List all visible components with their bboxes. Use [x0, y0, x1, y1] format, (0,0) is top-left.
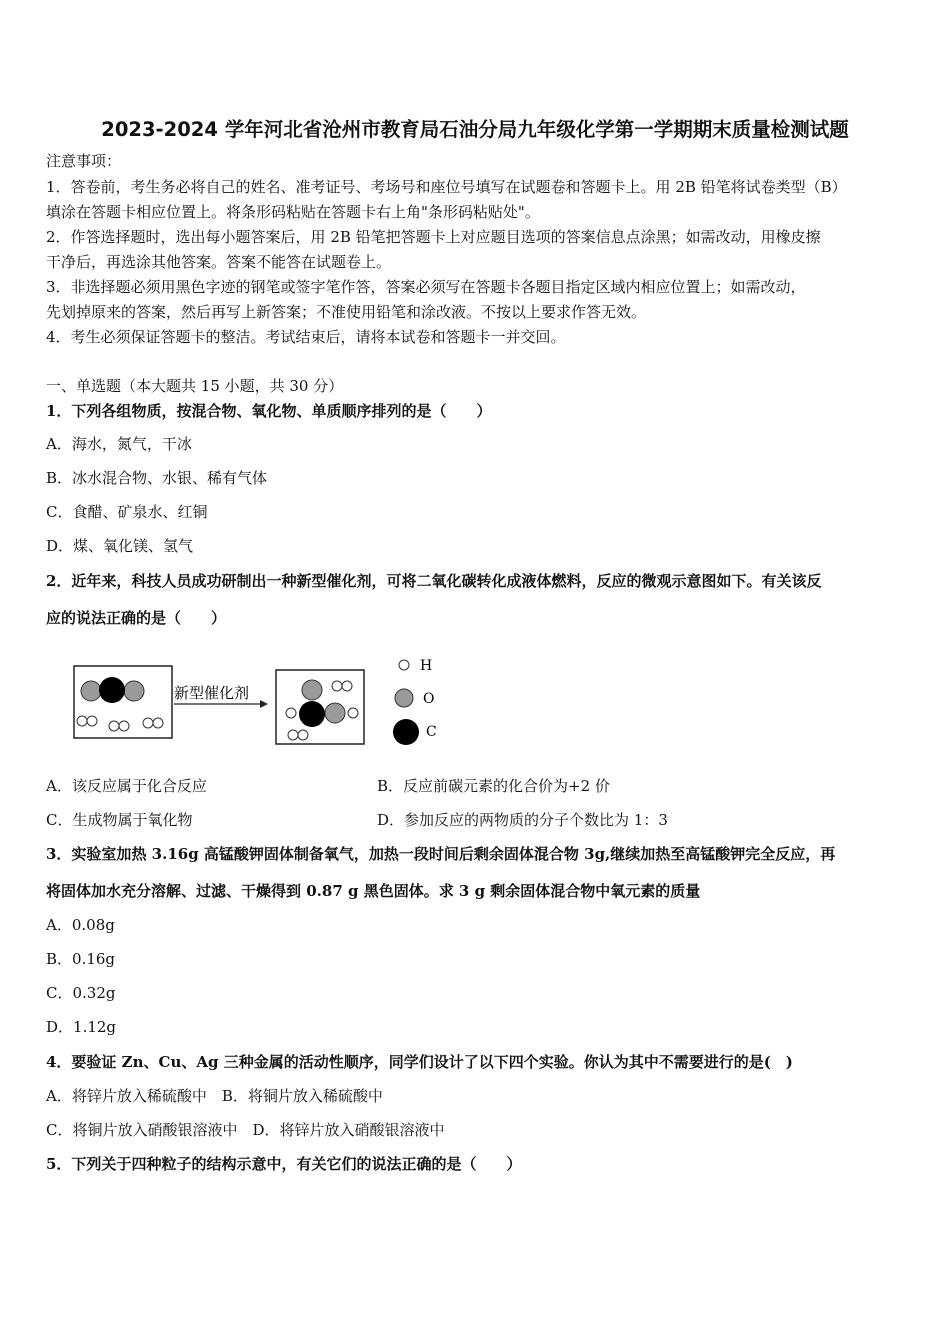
- h2-molecules: [77, 716, 163, 731]
- svg-text:O: O: [423, 691, 435, 707]
- notice-line: 3．非选择题必须用黑色字迹的钢笔或签字笔作答，答案必须写在答题卡各题目指定区域内相应位置上；如需改动，: [46, 278, 806, 296]
- notice-line: 2．作答选择题时，选出每小题答案后，用 2B 铅笔把答题卡上对应题目选项的答案信息点涂黑；如需改动，用橡皮擦: [46, 228, 821, 246]
- reaction-microscopic-diagram: [70, 650, 450, 750]
- question-3-stem-cont: 将固体加水充分溶解、过滤、干燥得到 0.87 g 黑色固体。求 3 g 剩余固体混合物中氧元素的质量: [46, 882, 701, 900]
- svg-text:H: H: [420, 658, 433, 674]
- q1-option-c: C．食醋、矿泉水、红铜: [46, 503, 208, 521]
- notice-line: 4．考生必须保证答题卡的整洁。考试结束后，请将本试卷和答题卡一并交回。: [46, 328, 566, 346]
- question-2-stem-cont: 应的说法正确的是（ ）: [46, 609, 227, 627]
- q3-option-a: A．0.08g: [46, 916, 115, 934]
- notice-line: 1．答卷前，考生务必将自己的姓名、准考证号、考场号和座位号填写在试题卷和答题卡上。用 2B 铅笔将试卷类型（B）: [46, 178, 847, 196]
- question-2-stem: 2．近年来，科技人员成功研制出一种新型催化剂，可将二氧化碳转化成液体燃料，反应的微观示意图如下。有关该反: [46, 572, 822, 590]
- q3-option-d: D．1.12g: [46, 1018, 117, 1036]
- q2-option-c: C．生成物属于氧化物: [46, 811, 193, 829]
- notice-line: 先划掉原来的答案，然后再写上新答案；不准使用铅笔和涂改液。不按以上要求作答无效。: [46, 303, 647, 321]
- co2-molecule: [81, 677, 144, 703]
- carbon-atom-icon: [393, 719, 419, 745]
- page-title: 2023-2024 学年河北省沧州市教育局石油分局九年级化学第一学期期末质量检测试题: [101, 118, 849, 141]
- q1-option-b: B．冰水混合物、水银、稀有气体: [46, 469, 268, 487]
- question-5-stem: 5．下列关于四种粒子的结构示意中，有关它们的说法正确的是（ ）: [46, 1155, 522, 1173]
- question-1-stem: 1．下列各组物质，按混合物、氧化物、单质顺序排列的是（ ）: [46, 402, 492, 420]
- svg-text:C: C: [426, 724, 437, 740]
- q2-option-d: D．参加反应的两物质的分子个数比为 1：3: [377, 811, 668, 829]
- q4-options-row-2: C．将铜片放入硝酸银溶液中 D．将锌片放入硝酸银溶液中: [46, 1121, 445, 1139]
- notice-heading: 注意事项：: [46, 152, 122, 170]
- q3-option-c: C．0.32g: [46, 984, 116, 1002]
- section-heading: 一、单选题（本大题共 15 小题，共 30 分）: [46, 377, 344, 395]
- q2-option-a: A．该反应属于化合反应: [46, 777, 207, 795]
- notice-line: 填涂在答题卡相应位置上。将条形码粘贴在答题卡右上角"条形码粘贴处"。: [46, 203, 540, 221]
- methanol-carbon-atom: [299, 701, 325, 727]
- question-4-stem: 4．要验证 Zn、Cu、Ag 三种金属的活动性顺序，同学们设计了以下四个实验。你认为其中不需要进行的是( ): [46, 1053, 793, 1071]
- q1-option-a: A．海水，氮气，干冰: [46, 435, 192, 453]
- oxygen-atom-icon: [395, 689, 413, 707]
- legend: [393, 658, 437, 745]
- notice-line: 干净后，再选涂其他答案。答案不能答在试题卷上。: [46, 253, 392, 271]
- q2-option-b: B．反应前碳元素的化合价为+2 价: [377, 777, 610, 795]
- q3-option-b: B．0.16g: [46, 950, 116, 968]
- hydrogen-atom-icon: [399, 660, 409, 670]
- catalyst-label: 新型催化剂: [174, 684, 250, 702]
- q1-option-d: D．煤、氧化镁、氢气: [46, 537, 194, 555]
- question-3-stem: 3．实验室加热 3.16g 高锰酸钾固体制备氧气，加热一段时间后剩余固体混合物 3g,继续加热至高锰酸钾完全反应，再: [46, 845, 836, 863]
- q4-options-row-1: A．将锌片放入稀硫酸中 B．将铜片放入稀硫酸中: [46, 1087, 383, 1105]
